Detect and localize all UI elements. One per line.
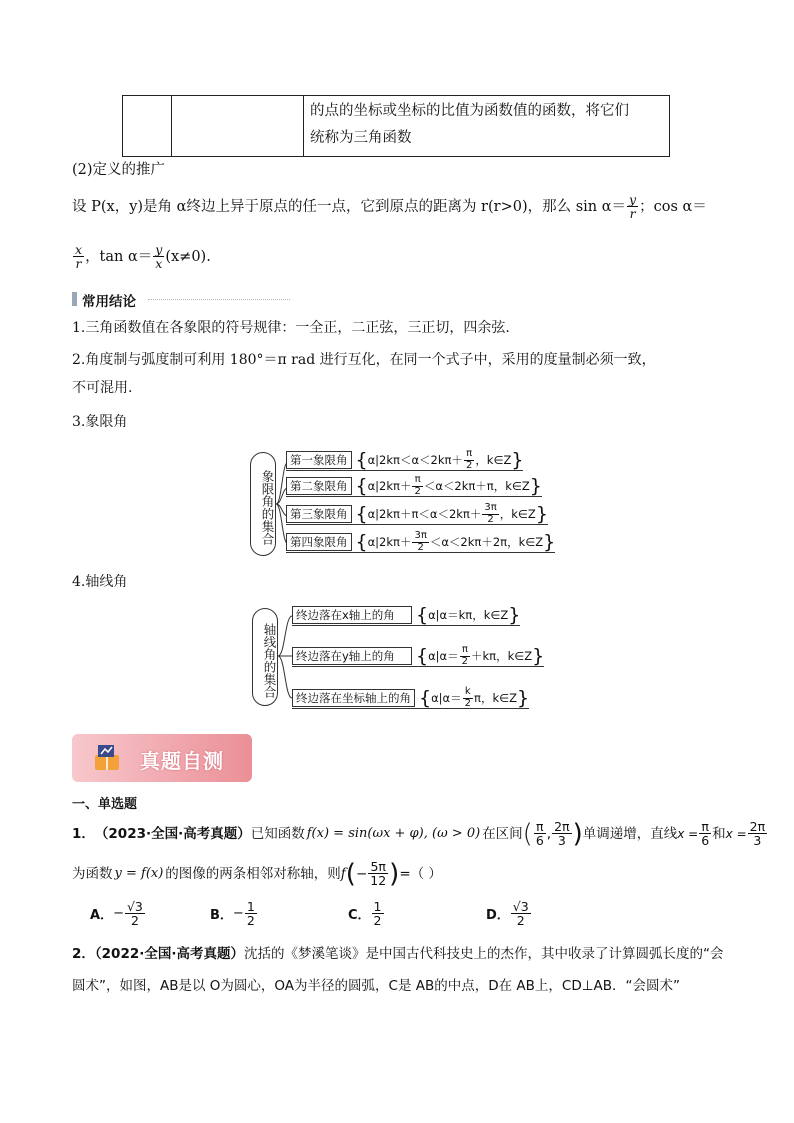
set-fraction: [463, 687, 473, 709]
brace-left: {: [419, 687, 432, 709]
option-a[interactable]: [90, 900, 146, 927]
table-cell-empty-1: [123, 96, 172, 157]
set-fraction: [412, 531, 428, 553]
fraction-denominator: 12: [370, 873, 387, 889]
fraction-numerator: 2π: [554, 819, 570, 834]
set-text: α|2kπ＜α＜2kπ＋: [367, 453, 463, 467]
set-text: α|2kπ＋π＜α＜2kπ＋: [367, 507, 482, 521]
brace-right: }: [535, 503, 548, 525]
argument-fraction: [368, 860, 388, 887]
option-d[interactable]: [486, 900, 532, 927]
fraction-numerator: x: [75, 242, 83, 257]
question-source: （2022·全国·高考真题）: [94, 946, 244, 962]
set-text: α|α＝: [431, 691, 462, 705]
question-text: 单调递增，直线: [582, 825, 678, 842]
question-source: （2023·全国·高考真题）: [94, 825, 251, 842]
question-number: 2．: [72, 946, 95, 962]
axis-row: [292, 646, 544, 667]
brace-right: }: [517, 687, 530, 709]
set-text: π，k∈Z: [474, 691, 517, 705]
paren-right: ): [389, 858, 400, 889]
fraction-numerator: √3: [126, 899, 143, 914]
set-text: α|α＝: [428, 649, 459, 663]
function-y: y = f(x): [114, 865, 164, 881]
fraction-denominator: 3: [753, 833, 762, 849]
question-text: 沈括的《梦溪笔谈》是中国古代科技史上的杰作，其中收录了计算圆弧长度的“会: [244, 946, 724, 962]
fraction-denominator: 2: [130, 913, 139, 929]
fraction-denominator: 2: [373, 913, 382, 929]
axis-oval: 轴线角的集合: [252, 608, 278, 706]
set-text: ＜α＜2kπ＋π，k∈Z: [423, 479, 530, 493]
f-symbol: f: [340, 865, 346, 882]
quadrant-row-set: [356, 449, 524, 471]
quadrant-row-label: 第四象限角: [286, 533, 352, 551]
option-c[interactable]: [348, 900, 385, 927]
axis-angle-diagram: [252, 600, 545, 710]
option-fraction: [245, 900, 257, 927]
option-letter: A．: [90, 908, 114, 924]
fraction-numerator: k: [463, 687, 473, 699]
book-icon: [92, 741, 122, 773]
conclusion-item-4: 4.轴线角: [72, 574, 128, 590]
set-text: ＜α＜2kπ＋2π，k∈Z: [429, 535, 544, 549]
sin-fraction: [627, 193, 638, 220]
conclusion-item-2-cont: 不可混用.: [72, 380, 133, 396]
brace-left: {: [355, 531, 368, 553]
axis-row-set: [416, 606, 520, 624]
quadrant-angle-diagram: [250, 448, 556, 560]
quadrant-row: [286, 532, 555, 553]
generalization-text: (x≠0).: [165, 248, 211, 265]
brace-right: }: [508, 604, 521, 626]
question-text: 为函数: [72, 865, 113, 882]
fraction-denominator: r: [75, 256, 82, 272]
question-text: 在区间: [482, 825, 523, 842]
option-fraction: [372, 900, 384, 927]
brace-left: {: [416, 645, 429, 667]
fraction-numerator: y: [155, 242, 163, 257]
axis-row: [292, 688, 529, 709]
line-x2-value: [748, 820, 767, 847]
table-cell-content: [304, 96, 670, 157]
set-fraction: [460, 645, 470, 667]
brace-right: }: [511, 449, 524, 471]
line-x1-value: [699, 820, 711, 847]
heading-rule: [148, 299, 290, 300]
brace-right: }: [532, 645, 545, 667]
fraction-numerator: π: [534, 820, 546, 834]
set-text: ＋kπ，k∈Z: [471, 649, 533, 663]
quadrant-row: [286, 504, 548, 525]
fraction-numerator: 1: [246, 899, 255, 914]
question-text: 和: [712, 825, 726, 842]
conclusion-item-1: 1.三角函数值在各象限的符号规律：一全正，二正弦，三正切，四余弦.: [72, 320, 510, 336]
brace-left: {: [355, 503, 368, 525]
fraction-denominator: 2: [516, 913, 525, 929]
fraction-denominator: 2: [417, 541, 424, 553]
tan-fraction: [153, 243, 164, 270]
set-text: ，k∈Z: [475, 453, 512, 467]
option-sign: −: [232, 906, 244, 922]
question-2-line1: [72, 944, 724, 964]
heading-marker: [72, 292, 77, 306]
generalization-title: (2)定义的推广: [72, 162, 166, 178]
question-1-line2: [72, 860, 442, 887]
quadrant-oval: 象限角的集合: [250, 452, 276, 556]
generalization-line2: [72, 243, 211, 270]
axis-row-label: 终边落在y轴上的角: [292, 647, 412, 665]
question-1-line1: 1． （2023·全国·高考真题） 已知函数 f(x) = sin(ωx + φ), (ω > 0) 在区间 ( $\frac{\pi}{6}$ , $\frac{2\pi}{3}$ ) 单调递增，直线 x = $\frac{\pi}{6}$ 和 x = $\frac{2\pi}{3}$: [72, 818, 766, 849]
function-expression: f(x) = sin(ωx + φ), (ω > 0): [306, 825, 481, 841]
fraction-denominator: 2: [414, 485, 421, 497]
question-number: 1．: [72, 825, 95, 842]
fraction-numerator: 1: [373, 899, 382, 914]
cos-fraction: [73, 243, 84, 270]
quadrant-row: [286, 476, 542, 497]
fraction-denominator: 3: [557, 833, 566, 849]
paren-left: (: [522, 818, 533, 849]
line-x1-label: x =: [677, 826, 699, 841]
fraction-denominator: 2: [465, 459, 473, 471]
set-fraction: [412, 475, 422, 497]
set-text: ，k∈Z: [499, 507, 536, 521]
generalization-line1: [72, 193, 707, 220]
question-text: 已知函数: [250, 825, 305, 842]
fraction-denominator: 2: [246, 913, 255, 929]
fraction-numerator: π: [464, 449, 474, 461]
fraction-numerator: √3: [512, 899, 529, 914]
minus-sign: −: [355, 865, 368, 882]
definition-table: [122, 95, 670, 157]
quadrant-row: [286, 450, 523, 471]
quadrant-row-label: 第三象限角: [286, 505, 352, 523]
set-text: α|α＝kπ，k∈Z: [428, 608, 509, 622]
set-fraction: [482, 503, 498, 525]
option-b[interactable]: [210, 900, 258, 927]
table-cell-line: 的点的坐标或坐标的比值为函数值的函数，将它们: [310, 103, 629, 119]
option-sign: −: [113, 906, 124, 922]
fraction-denominator: 2: [461, 655, 469, 667]
question-text: 的图像的两条相邻对称轴，则: [165, 865, 341, 882]
brace-right: }: [529, 475, 542, 497]
interval-start: [534, 820, 546, 847]
quadrant-row-set: [356, 531, 556, 553]
fraction-numerator: y: [629, 192, 637, 207]
generalization-text: ，tan α＝: [85, 248, 153, 265]
interval-end: [552, 820, 571, 847]
line-x2-label: x =: [725, 826, 747, 841]
quadrant-row-set: [356, 475, 542, 497]
axis-row: [292, 605, 520, 626]
axis-row-label: 终边落在x轴上的角: [292, 606, 412, 624]
conclusion-item-2: 2.角度制与弧度制可利用 180°＝π rad 进行互化，在同一个式子中，采用的度量制必须一致，: [72, 352, 656, 368]
fraction-denominator: 2: [464, 697, 472, 709]
option-letter: D．: [486, 908, 510, 924]
brace-left: {: [355, 449, 368, 471]
option-fraction: [511, 900, 531, 927]
fraction-denominator: 6: [535, 833, 544, 849]
fraction-numerator: π: [460, 645, 470, 657]
generalization-text: 设 P(x，y)是角 α终边上异于原点的任一点，它到原点的距离为 r(r>0)，那么 sin α＝: [72, 198, 627, 215]
set-text: α|2kπ＋: [367, 479, 412, 493]
brace-left: {: [416, 604, 429, 626]
option-letter: C．: [348, 908, 371, 924]
quadrant-row-label: 第一象限角: [286, 451, 352, 469]
fraction-numerator: 3π: [414, 530, 427, 541]
fraction-numerator: π: [412, 475, 422, 487]
fraction-numerator: 5π: [368, 860, 388, 874]
fraction-denominator: 2: [487, 513, 494, 525]
paren-left: (: [345, 858, 356, 889]
table-cell-line: 统称为三角函数: [310, 130, 412, 146]
fraction-numerator: 2π: [749, 819, 766, 834]
question-blank: =（ ）: [399, 865, 442, 882]
quadrant-row-set: [356, 503, 548, 525]
table-cell-empty-2: [172, 96, 304, 157]
axis-row-label: 终边落在坐标轴上的角: [292, 689, 415, 707]
fraction-numerator: π: [699, 820, 711, 834]
conclusions-heading: 常用结论: [82, 294, 136, 310]
question-2-line2: 圆术”，如图，AB是以 O为圆心，OA为半径的圆弧，C是 AB的中点，D在 AB上，CD⊥AB．“会圆术”: [72, 978, 680, 994]
brace-left: {: [355, 475, 368, 497]
paren-right: ): [572, 818, 583, 849]
generalization-text: ；cos α＝: [639, 198, 707, 215]
quadrant-row-label: 第二象限角: [286, 477, 352, 495]
axis-row-set: [416, 645, 544, 667]
option-fraction: [125, 900, 145, 927]
fraction-denominator: r: [629, 206, 636, 222]
conclusion-item-3: 3.象限角: [72, 414, 128, 430]
part-title: 一、单选题: [72, 797, 138, 812]
set-text: α|2kπ＋: [367, 535, 412, 549]
axis-connector: [278, 600, 292, 710]
banner-title: 真题自测: [140, 749, 224, 773]
axis-row-set: [419, 687, 529, 709]
set-fraction: [464, 449, 474, 471]
fraction-denominator: 6: [701, 833, 710, 849]
brace-right: }: [543, 531, 556, 553]
option-letter: B．: [210, 908, 233, 924]
fraction-denominator: x: [155, 256, 163, 272]
fraction-numerator: 3π: [484, 502, 497, 513]
